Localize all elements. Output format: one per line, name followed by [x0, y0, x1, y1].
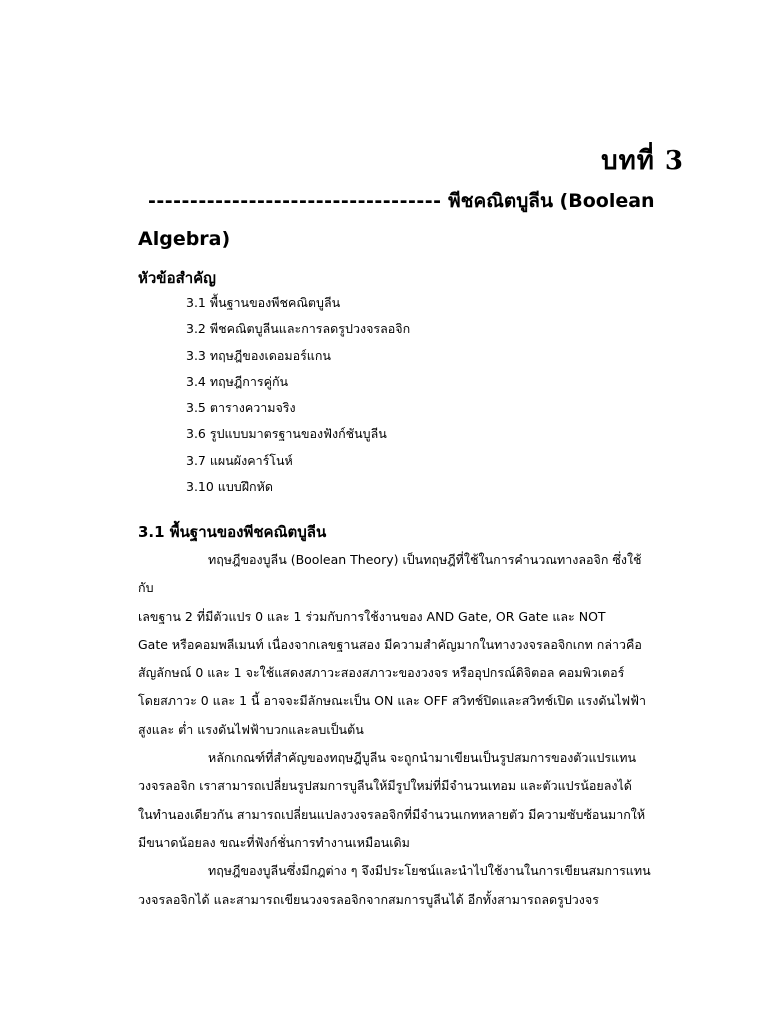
toc-item: 3.1 พื้นฐานของพีชคณิตบูลีน — [186, 295, 341, 310]
section-heading: 3.1 พื้นฐานของพีชคณิตบูลีน — [138, 523, 327, 541]
body-line: สัญลักษณ์ 0 และ 1 จะใช้แสดงสภาวะสองสภาวะของวงจร หรืออุปกรณ์ดิจิตอล คอมพิวเตอร์ — [138, 665, 625, 681]
body-line: สูงและ ต่ำ แรงดันไฟฟ้าบวกและลบเป็นต้น — [138, 721, 364, 737]
body-line: ทฤษฎีของบูลีนซึ่งมีกฎต่าง ๆ จึงมีประโยชน์และนำไปใช้งานในการเขียนสมการแทน — [208, 863, 651, 879]
body-line: กับ — [138, 580, 154, 596]
body-line: วงจรลอจิกได้ และสามารถเขียนวงจรลอจิกจากสมการบูลีนได้ อีกทั้งสามารถลดรูปวงจร — [138, 891, 599, 907]
body-line: หลักเกณฑ์ที่สำคัญของทฤษฎีบูลีน จะถูกนำมาเขียนเป็นรูปสมการของตัวแปรแทน — [208, 750, 636, 766]
chapter-title-continuation: Algebra) — [138, 228, 231, 250]
body-line: วงจรลอจิก เราสามารถเปลี่ยนรูปสมการบูลีนให้มีรูปใหม่ที่มีจำนวนเทอม และตัวแปรน้อยลงได้ — [138, 778, 632, 794]
toc-item: 3.4 ทฤษฎีการคู่กัน — [186, 373, 289, 389]
toc-item: 3.3 ทฤษฎีของเดอมอร์แกน — [186, 347, 331, 363]
body-line: Gate หรือคอมพลีเมนท์ เนื่องจากเลขฐานสอง มีความสำคัญมากในทางวงจรลอจิกเกท กล่าวคือ — [138, 636, 642, 652]
chapter-number: บทที่ 3 — [601, 146, 684, 176]
toc-item: 3.10 แบบฝึกหัด — [186, 479, 273, 495]
toc-heading: หัวข้อสำคัญ — [138, 269, 216, 287]
section-body — [138, 550, 678, 918]
toc-item: 3.2 พีชคณิตบูลีนและการลดรูปวงจรลอจิก — [186, 321, 411, 337]
body-line: ในทำนองเดียวกัน สามารถเปลี่ยนแปลงวงจรลอจิกที่มีจำนวนเกทหลายตัว มีความซับซ้อนมากให้ — [138, 806, 646, 822]
body-line: มีขนาดน้อยลง ขณะที่ฟังก์ชั่นการทำงานเหมือนเดิม — [138, 834, 410, 850]
toc-item: 3.5 ตารางความจริง — [186, 400, 296, 416]
title-dashes: ----------------------------------- — [148, 190, 442, 212]
body-line: ทฤษฎีของบูลีน (Boolean Theory) เป็นทฤษฎีที่ใช้ในการคำนวณทางลอจิก ซึ่งใช้ — [208, 552, 642, 567]
body-line: เลขฐาน 2 ที่มีตัวแปร 0 และ 1 ร่วมกับการใช้งานของ AND Gate, OR Gate และ NOT — [138, 608, 606, 624]
toc-item: 3.7 แผนผังคาร์โนห์ — [186, 452, 293, 468]
toc-list — [186, 294, 410, 504]
body-line: โดยสภาวะ 0 และ 1 นี้ อาจจะมีลักษณะเป็น ON และ OFF สวิทช์ปิดและสวิทช์เปิด แรงดันไฟฟ้า — [138, 693, 646, 709]
chapter-title — [148, 186, 655, 216]
toc-item: 3.6 รูปแบบมาตรฐานของฟังก์ชันบูลีน — [186, 426, 387, 442]
title-text: พีชคณิตบูลีน (Boolean — [448, 190, 655, 212]
